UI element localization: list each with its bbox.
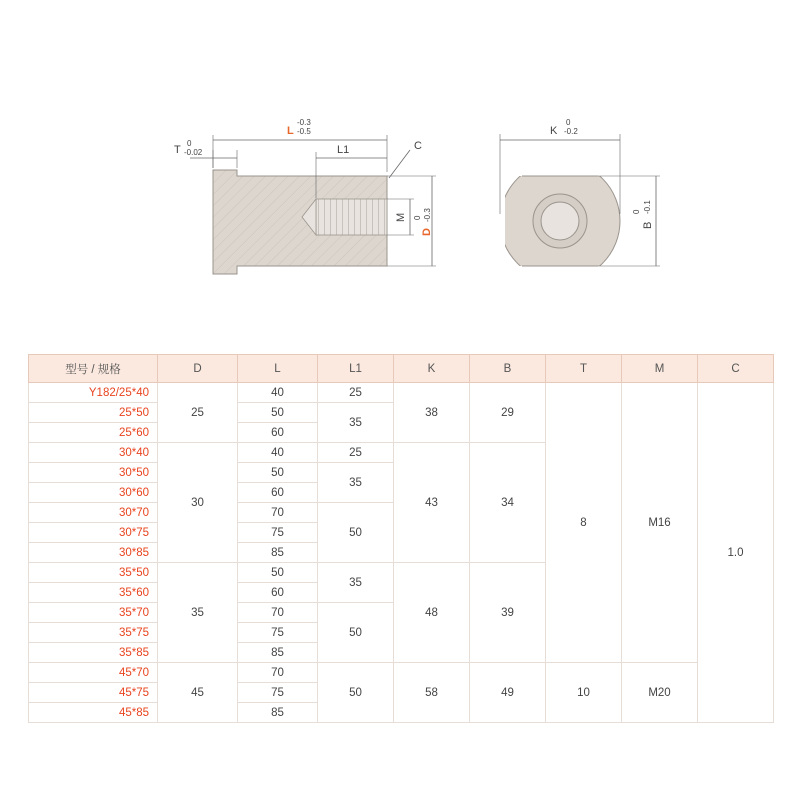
c-leader	[389, 150, 410, 178]
l-cell: 60	[238, 423, 318, 443]
l1-cell: 50	[318, 603, 394, 663]
header-l: L	[238, 355, 318, 383]
l1-label: L1	[337, 144, 350, 156]
l-cell: 85	[238, 703, 318, 723]
spec-table	[28, 354, 774, 723]
c-label: C	[414, 140, 422, 152]
k-tol-upper: 0	[566, 118, 571, 127]
d-label: D	[421, 228, 433, 236]
model-cell: 30*75	[29, 523, 158, 543]
table-header-row	[29, 355, 774, 383]
header-d: D	[158, 355, 238, 383]
model-cell: 35*85	[29, 643, 158, 663]
header-l1: L1	[318, 355, 394, 383]
l1-cell: 35	[318, 463, 394, 503]
b-tol-lower: -0.1	[643, 200, 652, 214]
model-cell: 30*40	[29, 443, 158, 463]
front-view	[500, 118, 660, 281]
table-row	[29, 383, 774, 403]
l-cell: 50	[238, 563, 318, 583]
m-cell: M20	[622, 663, 698, 723]
model-cell: 35*75	[29, 623, 158, 643]
model-cell: 35*70	[29, 603, 158, 623]
l-cell: 85	[238, 643, 318, 663]
t-tol-lower: -0.02	[184, 148, 203, 157]
k-cell: 38	[394, 383, 470, 443]
t-label: T	[174, 144, 181, 156]
d-cell: 45	[158, 663, 238, 723]
technical-drawing	[0, 0, 800, 300]
l1-cell: 35	[318, 563, 394, 603]
header-model: 型号 / 规格	[29, 355, 158, 383]
b-cell: 29	[470, 383, 546, 443]
l1-cell: 35	[318, 403, 394, 443]
l-cell: 70	[238, 503, 318, 523]
d-tol-upper: 0	[413, 215, 422, 220]
model-cell: 25*60	[29, 423, 158, 443]
model-cell: 30*70	[29, 503, 158, 523]
b-cell: 34	[470, 443, 546, 563]
l-cell: 75	[238, 523, 318, 543]
model-cell: 35*60	[29, 583, 158, 603]
l-cell: 40	[238, 443, 318, 463]
b-tol-upper: 0	[632, 209, 641, 214]
t-cell: 10	[546, 663, 622, 723]
b-cell: 49	[470, 663, 546, 723]
header-t: T	[546, 355, 622, 383]
b-label: B	[642, 221, 654, 229]
l-cell: 50	[238, 403, 318, 423]
model-cell: 45*70	[29, 663, 158, 683]
l-cell: 85	[238, 543, 318, 563]
l-cell: 70	[238, 603, 318, 623]
l-label: L	[287, 125, 294, 137]
model-cell: 30*85	[29, 543, 158, 563]
header-c: C	[698, 355, 774, 383]
l-tol-lower: -0.5	[297, 127, 311, 136]
model-cell: 45*85	[29, 703, 158, 723]
d-cell: 25	[158, 383, 238, 443]
d-cell: 30	[158, 443, 238, 563]
k-tol-lower: -0.2	[564, 127, 578, 136]
l1-cell: 50	[318, 503, 394, 563]
model-cell: 30*60	[29, 483, 158, 503]
side-view	[174, 118, 436, 274]
header-k: K	[394, 355, 470, 383]
d-cell: 35	[158, 563, 238, 663]
header-b: B	[470, 355, 546, 383]
l1-cell: 25	[318, 443, 394, 463]
b-cell: 39	[470, 563, 546, 663]
face-bore	[541, 202, 579, 240]
l-cell: 60	[238, 483, 318, 503]
model-cell: 45*75	[29, 683, 158, 703]
d-tol-lower: -0.3	[423, 208, 432, 222]
model-cell: 35*50	[29, 563, 158, 583]
k-cell: 58	[394, 663, 470, 723]
model-cell: Y182/25*40	[29, 383, 158, 403]
m-cell: M16	[622, 383, 698, 663]
l-cell: 70	[238, 663, 318, 683]
model-cell: 30*50	[29, 463, 158, 483]
t-tol-upper: 0	[187, 139, 192, 148]
header-m: M	[622, 355, 698, 383]
t-cell: 8	[546, 383, 622, 663]
l1-cell: 25	[318, 383, 394, 403]
l-cell: 50	[238, 463, 318, 483]
l-tol-upper: -0.3	[297, 118, 311, 127]
l-cell: 75	[238, 623, 318, 643]
table-row	[29, 663, 774, 683]
model-cell: 25*50	[29, 403, 158, 423]
l1-cell: 50	[318, 663, 394, 723]
thread-bore	[316, 199, 387, 235]
m-label: M	[395, 212, 407, 222]
l-cell: 40	[238, 383, 318, 403]
k-cell: 43	[394, 443, 470, 563]
l-cell: 75	[238, 683, 318, 703]
l-cell: 60	[238, 583, 318, 603]
k-cell: 48	[394, 563, 470, 663]
k-label: K	[550, 125, 558, 137]
c-cell: 1.0	[698, 383, 774, 723]
